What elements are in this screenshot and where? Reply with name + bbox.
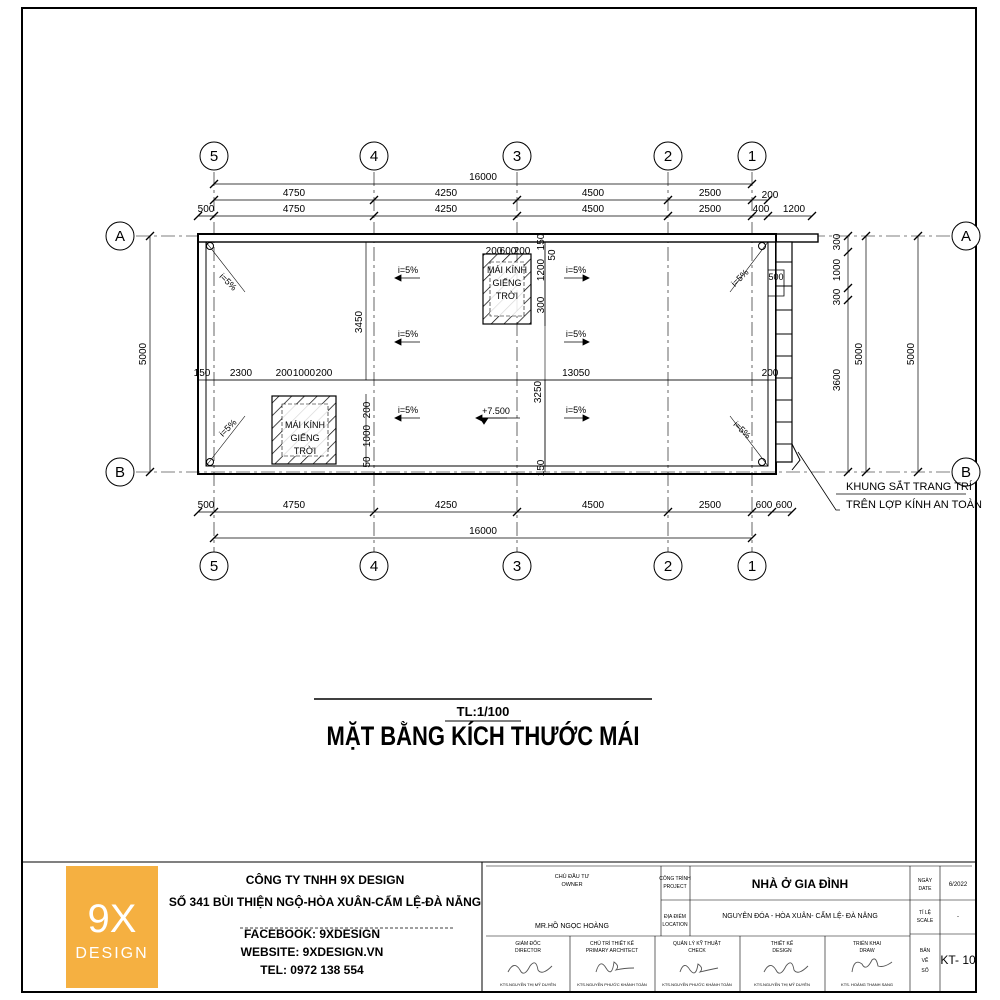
location-label-en: LOCATION <box>662 922 688 928</box>
dim-sky-top-v1: 150 <box>536 233 547 251</box>
skylight-bot-line2: GIẾNG <box>290 433 320 443</box>
grid-label-right-a: A <box>960 228 972 245</box>
grid-label-bottom-1: 1 <box>747 558 757 575</box>
dim-right-outer: 5000 <box>906 342 917 366</box>
slope-label: i=5% <box>217 417 239 439</box>
grid-label-top-2: 2 <box>663 148 673 165</box>
dim-bottom-a: 500 <box>197 500 215 511</box>
dim-sky-top-h3: 200 <box>513 246 531 257</box>
dim-top-total: 16000 <box>469 172 497 183</box>
slope-label: i=5% <box>565 265 587 275</box>
owner-label: CHỦ ĐẦU TƯ <box>554 874 590 880</box>
company-name: CÔNG TY TNHH 9X DESIGN <box>245 873 405 887</box>
company-logo <box>66 866 158 988</box>
dim-top2-a: 500 <box>197 204 215 215</box>
role-label-en: DRAW <box>859 948 875 954</box>
role-name: KTS.NGUYỄN PHƯỚC KHÁNH TOÀN <box>577 982 647 987</box>
company-website: WEBSITE: 9XDESIGN.VN <box>240 945 384 959</box>
role-name: KTS. HOÀNG THANH SANG <box>841 982 893 987</box>
scale-label-en: SCALE <box>916 918 934 924</box>
grid-label-bottom-5: 5 <box>209 558 219 575</box>
company-facebook: FACEBOOK: 9XDESIGN <box>243 927 381 941</box>
dim-inner-500: 500 <box>768 272 784 282</box>
dim-sky-top-h1: 200 <box>485 246 503 257</box>
dim-sky-bot-v3: 50 <box>362 456 373 468</box>
slope-label: i=5% <box>397 265 419 275</box>
dim-inner-3250: 3250 <box>533 380 544 404</box>
skylight-top-line2: GIẾNG <box>492 278 522 288</box>
grid-lines <box>136 172 950 552</box>
skylight-bot-line3: TRỜI <box>293 446 317 456</box>
slope-label: i=5% <box>565 329 587 339</box>
grid-label-right-b: B <box>960 464 972 481</box>
sheet-label-2: VẼ <box>921 958 929 964</box>
dim-inner-13050: 13050 <box>562 368 590 379</box>
role-name: KTS.NGUYỄN THỊ MỸ DUYÊN <box>500 982 556 987</box>
date-label: NGÀY <box>917 878 933 884</box>
logo-9x: 9X <box>87 897 137 941</box>
dim-sky-bot-v1: 200 <box>362 401 373 419</box>
slope-label: i=5% <box>729 267 751 289</box>
scale-value: - <box>957 914 959 920</box>
dim-bottom-d: 4500 <box>581 500 605 511</box>
dim-inner-2300: 2300 <box>229 368 253 379</box>
dim-sky-top-v4: 300 <box>536 296 547 314</box>
skylight-bot-line1: MÁI KÍNH <box>284 420 326 430</box>
dim-sky-bot-v2: 1000 <box>362 424 373 448</box>
dim-top1-d: 2500 <box>698 188 722 199</box>
role-label: GIÁM ĐỐC <box>515 941 541 947</box>
dim-bottom-b: 4750 <box>282 500 306 511</box>
dim-right-inner: 5000 <box>854 342 865 366</box>
slope-label: i=5% <box>397 405 419 415</box>
dim-inner-1000: 1000 <box>292 368 316 379</box>
slope-label: i=5% <box>565 405 587 415</box>
date-label-en: DATE <box>918 886 932 892</box>
grid-label-top-5: 5 <box>209 148 219 165</box>
grid-label-bottom-4: 4 <box>369 558 379 575</box>
location-name: NGUYÊN ĐÓA - HÒA XUÂN- CẨM LỆ- ĐÀ NẴNG <box>722 913 878 920</box>
callout-line2: TRÊN LỢP KÍNH AN TOÀN <box>846 499 982 511</box>
grid-label-bottom-2: 2 <box>663 558 673 575</box>
project-label-en: PROJECT <box>663 884 687 890</box>
skylight-top-line1: MÁI KÍNH <box>486 265 528 275</box>
dim-top2-b: 4750 <box>282 204 306 215</box>
dim-bottom-g: 600 <box>775 500 793 511</box>
owner-label-en: OWNER <box>561 882 583 888</box>
dim-top2-c: 4250 <box>434 204 458 215</box>
dim-top1-c: 4500 <box>581 188 605 199</box>
sheet-label-3: SỐ <box>921 968 929 974</box>
dim-right-stack-c: 300 <box>832 288 843 306</box>
dim-top1-e: 200 <box>761 190 779 201</box>
role-label-en: DESIGN <box>772 948 792 954</box>
role-name: KTS.NGUYỄN PHƯỚC KHÁNH TOÀN <box>662 982 732 987</box>
slope-label: i=5% <box>397 329 419 339</box>
dim-bottom-e: 2500 <box>698 500 722 511</box>
dim-top1-a: 4750 <box>282 188 306 199</box>
callout-line1: KHUNG SẮT TRANG TRÍ <box>846 481 972 493</box>
owner-name: MR.HỒ NGỌC HOÀNG <box>535 923 609 930</box>
grid-label-top-4: 4 <box>369 148 379 165</box>
role-label: THIẾT KẾ <box>770 941 794 947</box>
role-label: CHỦ TRÌ THIẾT KẾ <box>590 941 634 947</box>
dim-inner-3450: 3450 <box>354 310 365 334</box>
dim-top2-f: 400 <box>752 204 770 215</box>
slope-label: i=5% <box>731 419 753 441</box>
role-label-en: CHECK <box>688 948 706 954</box>
location-label: ĐỊA ĐIỂM <box>664 914 686 920</box>
signatures <box>508 959 892 973</box>
dim-sky-top-h2: 600 <box>499 246 517 257</box>
company-address: SỐ 341 BÙI THIỆN NGỘ-HÒA XUÂN-CẨM LỆ-ĐÀ NẴNG <box>168 895 482 909</box>
grid-label-left-b: B <box>114 464 126 481</box>
slope-label: i=5% <box>217 271 239 293</box>
elevation-label: +7.500 <box>482 406 510 416</box>
dim-top1-b: 4250 <box>434 188 458 199</box>
sheet-number: KT- 10 <box>940 953 976 967</box>
dim-inner-200a: 200 <box>275 368 293 379</box>
dim-inner-150: 150 <box>193 368 211 379</box>
grid-bubbles-top <box>200 142 766 170</box>
dim-top2-d: 4500 <box>581 204 605 215</box>
grid-label-bottom-3: 3 <box>512 558 522 575</box>
date-value: 6/2022 <box>948 882 968 888</box>
dim-top2-g: 1200 <box>782 204 806 215</box>
signature-design <box>764 963 808 973</box>
dim-bottom-f: 600 <box>755 500 773 511</box>
dim-bottom-c: 4250 <box>434 500 458 511</box>
signature-director <box>508 963 552 973</box>
project-label: CÔNG TRÌNH <box>659 876 691 882</box>
grid-label-top-3: 3 <box>512 148 522 165</box>
project-name: NHÀ Ở GIA ĐÌNH <box>751 877 849 891</box>
role-label: QUẢN LÝ KỸ THUẬT <box>673 941 721 947</box>
company-info <box>169 872 481 977</box>
role-label: TRIỂN KHAI <box>852 941 882 947</box>
dim-sky-top-v2: 50 <box>547 249 558 261</box>
titleblock-texts <box>500 873 976 987</box>
dim-right-stack-b: 1000 <box>832 258 843 282</box>
sheet-border <box>22 8 976 992</box>
elevation-marker <box>480 418 520 424</box>
company-phone: TEL: 0972 138 554 <box>260 963 364 977</box>
grid-bubbles-bottom <box>200 552 766 580</box>
dim-inner-200b: 200 <box>315 368 333 379</box>
dim-left-total: 5000 <box>138 342 149 366</box>
grid-label-top-1: 1 <box>747 148 757 165</box>
sheet-label-1: BẢN <box>919 948 931 954</box>
callout-text <box>846 480 982 511</box>
signature-architect <box>596 962 634 972</box>
dimension-texts <box>138 172 917 537</box>
dim-top2-e: 2500 <box>698 204 722 215</box>
dim-inner-150b: 150 <box>536 459 547 477</box>
grid-label-left-a: A <box>114 228 126 245</box>
dim-sky-top-v3: 1200 <box>536 258 547 282</box>
signature-check <box>680 964 718 973</box>
logo-design: DESIGN <box>75 945 149 962</box>
dim-bottom-total: 16000 <box>469 526 497 537</box>
role-label-en: DIRECTOR <box>514 948 542 954</box>
skylight-top-line3: TRỜI <box>495 291 519 301</box>
scale-label: TỈ LỆ <box>919 910 931 916</box>
dim-inner-200c: 200 <box>761 368 779 379</box>
signature-draw <box>852 959 892 972</box>
role-label-en: PRIMARY ARCHITECT <box>585 948 639 954</box>
drawing-scale: TL:1/100 <box>456 704 510 719</box>
dim-right-stack-d: 3600 <box>832 368 843 392</box>
role-name: KTS.NGUYỄN THỊ MỸ DUYÊN <box>754 982 810 987</box>
dim-right-stack-a: 300 <box>832 233 843 251</box>
drawing-title: MẶT BẰNG KÍCH THƯỚC MÁI <box>326 722 640 752</box>
